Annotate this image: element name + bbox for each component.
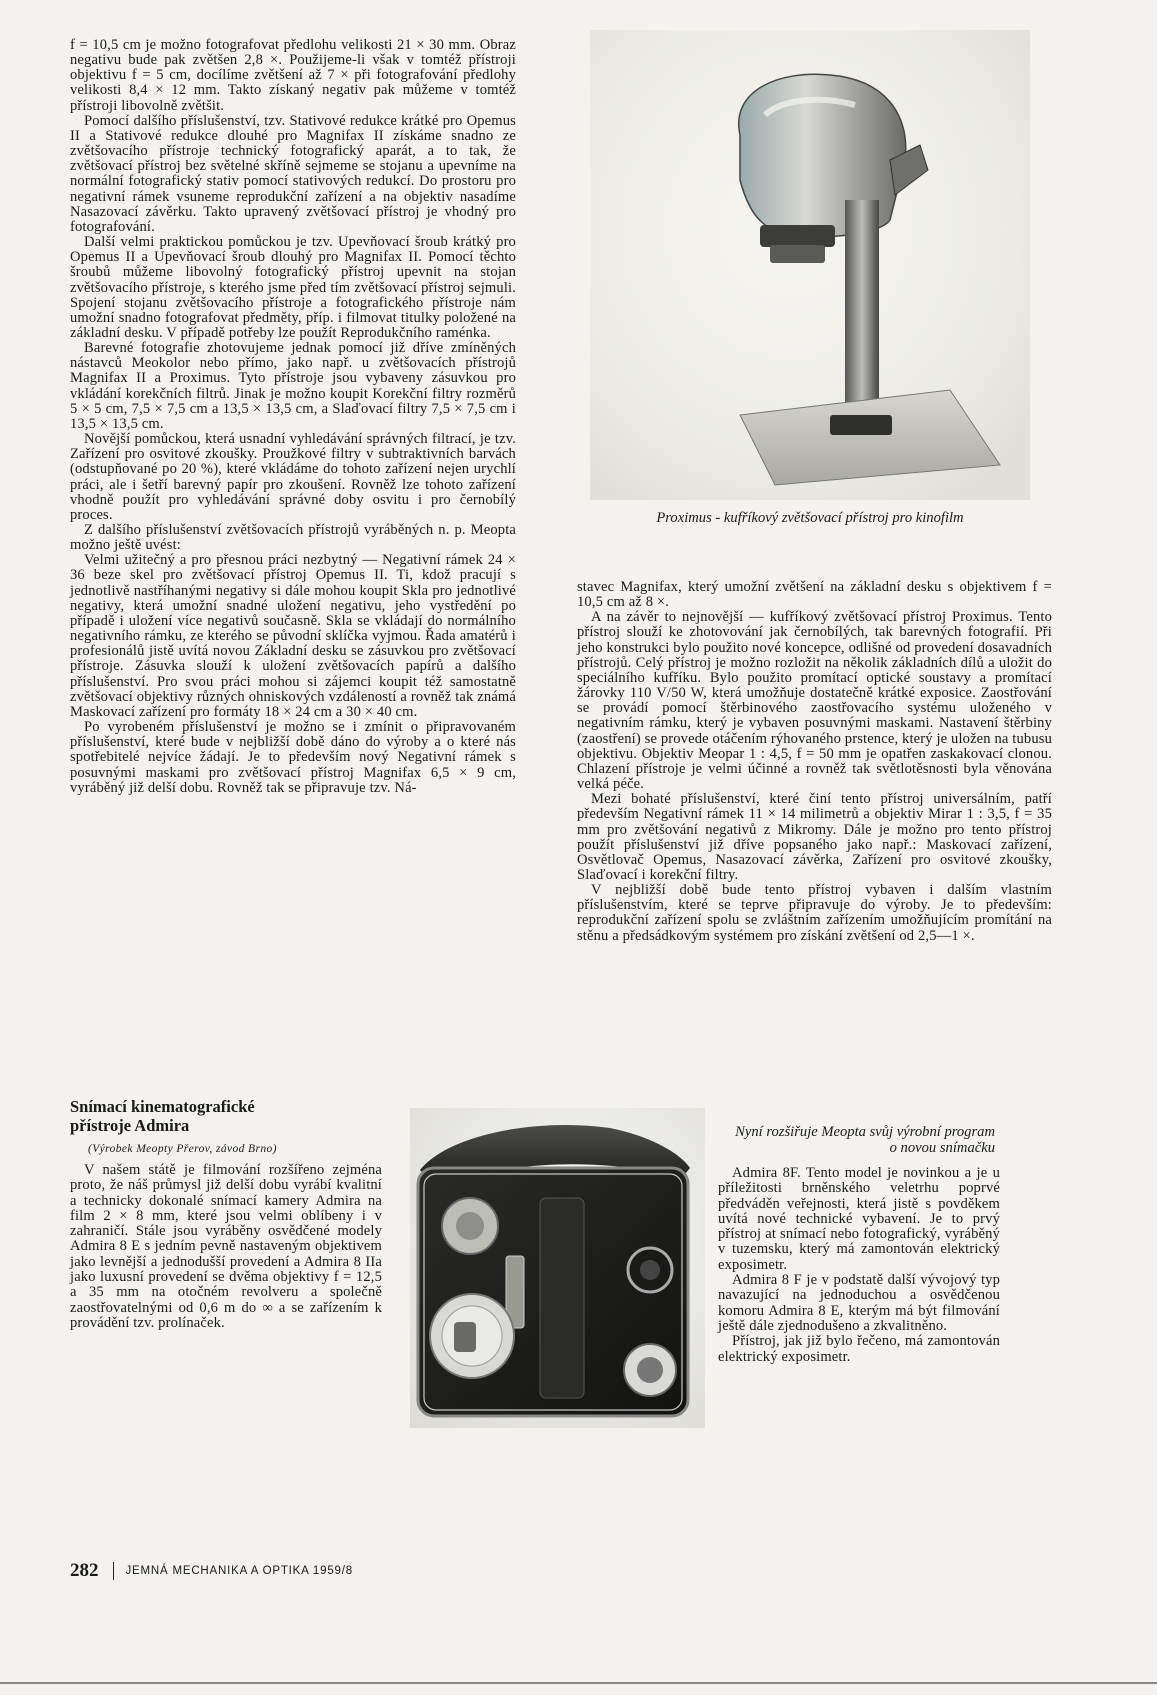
paragraph: V našem státě je filmování rozšířeno zejména proto, že náš průmysl již delší dobu vyrábí kvalitní a technicky dokonalé snímací kamery Admira na film 2 × 8 mm, které jsou velmi oblíbeny i v zahraničí. Stále jsou vyráběny osvědčené modely Admira 8 E s jedním pevně nastaveným objektivem jako levnější a jednodušší provedení a Admira 8 IIa jako luxusní provedení se dvěma objektivy f = 12,5 a 35 mm na otočném revolveru a společně zaostřovatelnými od 0,6 m do ∞ a se zařízením k provádění tzv. prolínaček. — [70, 1162, 382, 1331]
paragraph: f = 10,5 cm je možno fotografovat předlohu velikosti 21 × 30 mm. Obraz negativu bude pak zvětšen 2,8 ×. Použijeme-li však v tomtéž přístroji objektivu f = 5 cm, docílíme zvětšení až 7 × při fotografování předlohy velikosti 8,4 × 12 mm. Takto získaný negativ pak můžeme v tomtéž přístroji libovolně zvětšit. — [70, 37, 516, 114]
page-bottom-rule — [0, 1682, 1157, 1684]
paragraph: Barevné fotografie zhotovujeme jednak pomocí již dříve zmíněných nástavců Meokolor nebo přímo, jako např. u zvětšovacích přístrojů Magnifax II a Proximus. Tyto přístroje jsou vybaveny zásuvkou pro vkládání korekčních filtrů. Jinak je možno koupit Korekční filtry rozměrů 5 × 5 cm, 7,5 × 7,5 cm a 13,5 × 13,5 cm, a Slaďovací filtry 7,5 × 7,5 cm i 13,5 × 13,5 cm. — [70, 340, 516, 432]
paragraph: Velmi užitečný a pro přesnou práci nezbytný — Negativní rámek 24 × 36 beze skel pro zvětšovací přístroj Opemus II. Ti, kdož pracují s jednotlivě nastříhanými negativy si dále mohou koupit Skla pro jednotlivé negativy, která umožní snadné uložení negativu, jeho vystředění po případě i uložení více negativů současně. Skla se vkládají do normálního negativního rámku, ze kterého se původní sklíčka vyjmou. Řada amatérů i profesionálů jistě uvítá novou Základní desku se zásuvkou pro zvětšovací přístroje. Zásuvka slouží k uložení zvětšovacích papírů a dalšího příslušenství. Pro svou práci mohou si zájemci koupit též samostatně zvětšovací objektivy různých ohniskových vzdáleností a rovněž tak známá Maskovací zařízení pro formáty 18 × 24 cm a 30 × 40 cm. — [70, 552, 516, 720]
right-column-text — [577, 580, 1052, 944]
admira-camera-photo — [410, 1108, 705, 1428]
page-footer — [70, 1560, 353, 1582]
heading-line-2: přístroje Admira — [70, 1116, 190, 1135]
paragraph: Pomocí dalšího příslušenství, tzv. Stativové redukce krátké pro Opemus II a Stativové redukce dlouhé pro Magnifax II získáme snadno ze zvětšovacího přístroje technický fotografický aparát, a to tak, že zvětšovací přístroj bez světelné skříně sejmeme se stojanu a upevníme na normální fotografický stativ pomocí stativových redukcí. Do prostoru pro negativní rámek vsuneme reprodukční zařízení a na objektiv nasadíme Nasazovací závěrku. Takto upravený zvětšovací přístroj je vhodný pro fotografování. — [70, 112, 516, 235]
paragraph: Admira 8F. Tento model je novinkou a je u příležitosti brněnského veletrhu poprvé předváděn veřejnosti, která jistě s povděkem uvítá nové technické vybavení. Je to prvý přístroj at snímací nebo fotografický, vyráběný v tuzemsku, který má zamontován elektrický exposimetr. — [718, 1165, 1000, 1273]
paragraph: Přístroj, jak již bylo řečeno, má zamontován elektrický exposimetr. — [718, 1333, 1000, 1365]
paragraph: Mezi bohaté příslušenství, které činí tento přístroj universálním, patří především Negativní rámek 11 × 14 milimetrů a objektiv Mirar 1 : 3,5, f = 35 mm pro zvětšování negativů z Mikromy. Dále je možno pro tento přístroj použít příslušenství již dříve popsaného jako např.: Maskovací zařízení, Osvětlovač Opemus, Nasazovací závěrka, Zařízení pro osvitové zkoušky, Slaďovací i korekční filtry. — [577, 791, 1052, 883]
paragraph: V nejbližší době bude tento přístroj vybaven i dalším vlastním příslušenstvím, které se teprve připravuje do výroby. Je to především: reprodukční zařízení spolu se zvláštním zařízením umožňujícím promítání na stěnu a předsádkovým systémem pro získání zvětšení od 2,5—1 ×. — [577, 882, 1052, 944]
admira-left-text — [70, 1163, 382, 1331]
paragraph: Admira 8 F je v podstatě další vývojový typ navazující na jednoduchou a osvědčenou komoru Admira 8 E, kterým má být filmování ještě dále zjednodušeno a zkvalitněno. — [718, 1272, 1000, 1334]
page-number: 282 — [70, 1560, 99, 1581]
heading-line-1: Snímací kinematografické — [70, 1097, 255, 1116]
proximus-caption: Proximus - kufříkový zvětšovací přístroj pro kinofilm — [656, 510, 964, 526]
admira-right-text — [718, 1166, 1000, 1365]
journal-title: JEMNÁ MECHANIKA A OPTIKA 1959/8 — [125, 1565, 353, 1577]
footer-divider — [113, 1562, 114, 1580]
proximus-enlarger-photo — [590, 30, 1030, 500]
paragraph: Z dalšího příslušenství zvětšovacích přístrojů vyráběných n. p. Meopta možno ještě uvést: — [70, 522, 516, 554]
article-heading — [70, 1097, 370, 1135]
paragraph: Po vyrobeném příslušenství je možno se i zmínit o připravovaném příslušenství, které bude v nejbližší době dáno do výroby a o které nás spotřebitelé nejvíce žádají. Je to především nový Negativní rámek s posuvnými maskami pro zvětšovací přístroj Magnifax 6,5 × 9 cm, vyráběný již delší dobu. Rovněž tak se připravuje tzv. Ná- — [70, 719, 516, 796]
left-column-text — [70, 38, 516, 796]
paragraph: stavec Magnifax, který umožní zvětšení na základní desku s objektivem f = 10,5 cm až 8 ×. — [577, 579, 1052, 611]
paragraph: Další velmi praktickou pomůckou je tzv. Upevňovací šroub krátký pro Opemus II a Upevňovací šroub dlouhý pro Magnifax II. Pomocí těchto šroubů můžeme libovolný fotografický přístroj upevnit na stojan zvětšovacího přístroje, s kterého jsme před tím zvětšovací přístroj sejmuli. Spojení stojanu zvětšovacího přístroje a fotografického přístroje nám umožní snadno fotografovat předměty, příp. i filmovat titulky položené na základní desku. V případě potřeby lze použít Reprodukčního raménka. — [70, 234, 516, 341]
admira-intro-caption: Nyní rozšiřuje Meopta svůj výrobní program o novou snímačku — [735, 1124, 995, 1156]
article-subtitle: (Výrobek Meopty Přerov, závod Brno) — [88, 1143, 277, 1155]
paragraph: Novější pomůckou, která usnadní vyhledávání správných filtrací, je tzv. Zařízení pro osvitové zkoušky. Proužkové filtry v subtraktivních barvách (odstupňované po 20 %), které vkládáme do tohoto zařízení nejen urychlí práci, ale i šetří barevný papír pro zkoušení. Rovněž lze tohoto zařízení vhodně použít pro vyhledávání správné doby osvitu i pro černobílý proces. — [70, 431, 516, 523]
paragraph: A na závěr to nejnovější — kufříkový zvětšovací přístroj Proximus. Tento přístroj slouží ke zhotovování jak černobílých, tak barevných fotografií. Při jeho konstrukci bylo použito nové koncepce, odlišné od provedení dosavadních přístrojů. Celý přístroj je možno rozložit na několik základních dílů a uložit do speciálního kufříku. Bylo použito promítací optické soustavy a promítací žárovky 110 V/50 W, která umožňuje dostatečně krátké exposice. Zaostřování se provádí pomocí štěrbinového zaostřovacího systému uloženého v negativním rámku, který je vybaven posuvnými maskami. Nastavení štěrbiny (zaostření) se provede otáčením rýhovaného prstence, který je uložen na tubusu objektivu. Objektiv Meopar 1 : 4,5, f = 50 mm je opatřen zaskakovací clonou. Chlazení přístroje je velmi účinné a rovněž tak světlotěsnosti byla věnována velká péče. — [577, 609, 1053, 793]
